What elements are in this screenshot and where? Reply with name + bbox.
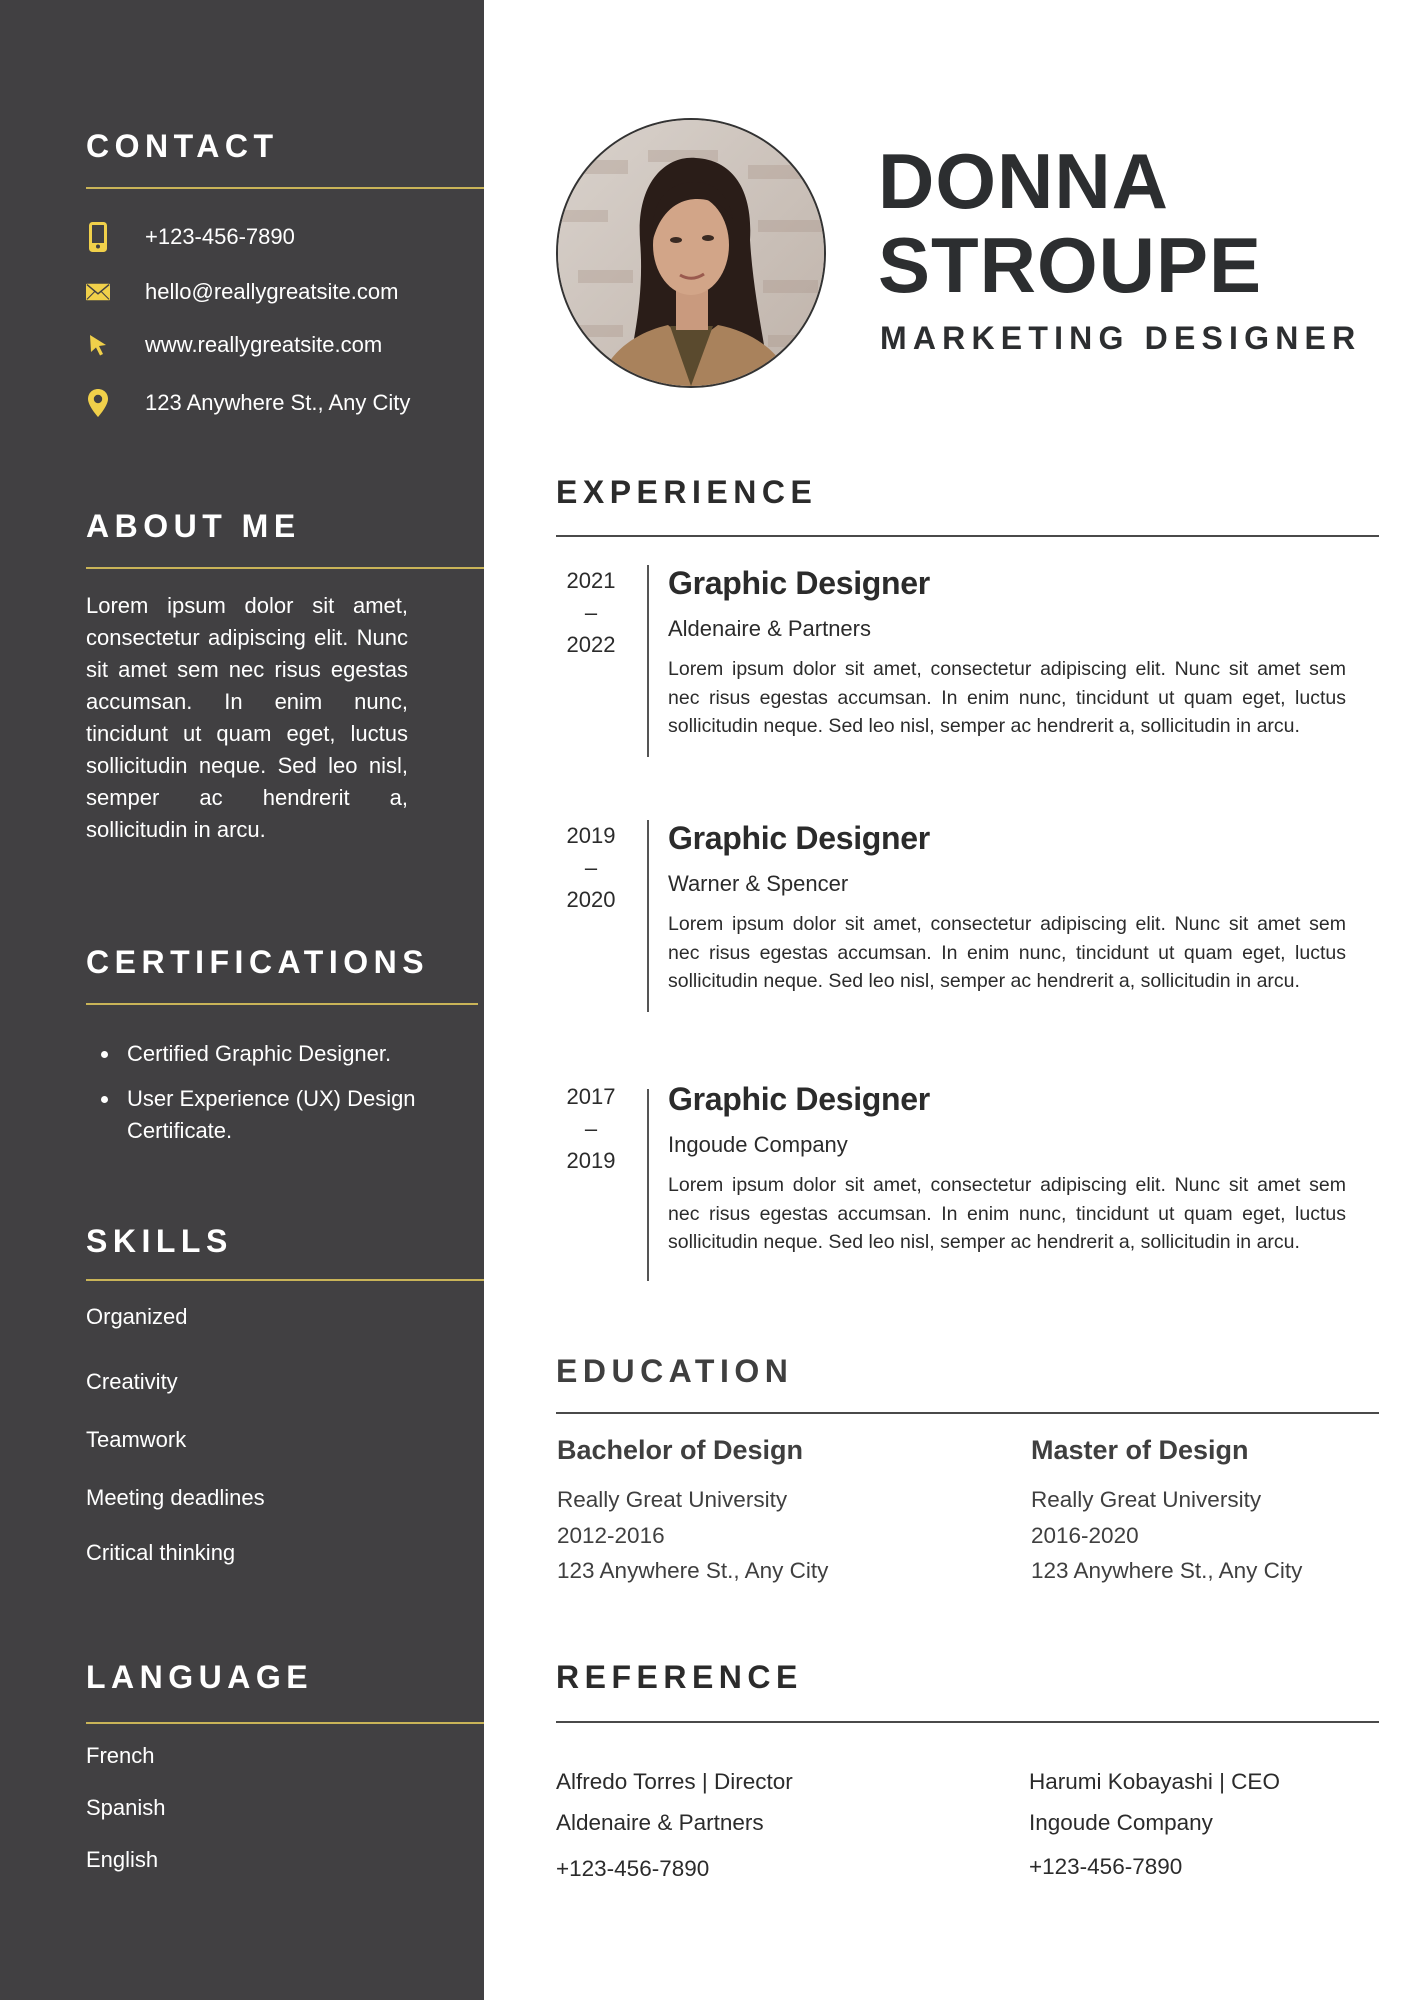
education-heading: EDUCATION (556, 1353, 794, 1389)
language-item: Spanish (86, 1795, 166, 1820)
certification-item: User Experience (UX) Design Certificate. (86, 1083, 466, 1147)
education-school: Really Great University (1031, 1487, 1262, 1512)
contact-divider (86, 187, 484, 189)
education-entry (1031, 1435, 1414, 1583)
experience-company: Ingoude Company (668, 1132, 848, 1157)
end-year: 2020 (566, 887, 616, 912)
about-text: Lorem ipsum dolor sit amet, consectetur adipiscing elit. Nunc sit amet sem nec risus egestas accumsan. In enim nunc, tincidunt ut quam eget, luctus sollicitudin neque. Sed leo nisl, semper ac hendrerit a, sollicitudin in arcu. (86, 593, 408, 842)
education-divider (556, 1412, 1379, 1414)
skills-heading: SKILLS (86, 1223, 233, 1259)
experience-heading: EXPERIENCE (556, 474, 818, 510)
contact-address[interactable] (86, 386, 411, 420)
experience-title: Graphic Designer (668, 565, 930, 601)
skill-item: Organized (86, 1304, 188, 1329)
education-years: 2016-2020 (1031, 1523, 1139, 1548)
start-year: 2017 (566, 1084, 616, 1109)
experience-description: Lorem ipsum dolor sit amet, consectetur adipiscing elit. Nunc sit amet sem nec risus egestas accumsan. In enim nunc, tincidunt ut quam eget, luctus sollicitudin neque. Sed leo nisl, semper ac hendrerit a, sollicitudin in arcu. (668, 658, 1346, 737)
education-address: 123 Anywhere St., Any City (557, 1558, 829, 1583)
date-separator: – (584, 600, 598, 625)
education-address: 123 Anywhere St., Any City (1031, 1558, 1303, 1583)
end-year: 2022 (566, 632, 616, 657)
start-year: 2019 (566, 823, 616, 848)
education-entry (557, 1435, 977, 1583)
envelope-icon (86, 277, 110, 307)
contact-heading: CONTACT (86, 128, 279, 164)
language-item: English (86, 1847, 159, 1872)
skill-item: Creativity (86, 1369, 178, 1394)
experience-company: Aldenaire & Partners (668, 616, 871, 641)
experience-title: Graphic Designer (668, 1081, 930, 1117)
phone-icon (86, 222, 110, 252)
timeline-line (647, 1089, 649, 1281)
contact-phone-text: +123-456-7890 (145, 224, 295, 249)
education-degree: Bachelor of Design (557, 1435, 804, 1465)
reference-phone: +123-456-7890 (556, 1856, 710, 1881)
about-heading: ABOUT ME (86, 508, 301, 544)
start-year: 2021 (566, 568, 616, 593)
reference-name-role: Alfredo Torres | Director (556, 1769, 793, 1794)
last-name: STROUPE (878, 221, 1263, 309)
language-item: French (86, 1743, 155, 1768)
experience-divider (556, 535, 1379, 537)
map-pin-icon (86, 388, 110, 418)
certifications-heading: CERTIFICATIONS (86, 944, 430, 980)
first-name: DONNA (878, 137, 1169, 225)
education-years: 2012-2016 (557, 1523, 665, 1548)
reference-phone: +123-456-7890 (1029, 1854, 1183, 1879)
experience-description: Lorem ipsum dolor sit amet, consectetur adipiscing elit. Nunc sit amet sem nec risus egestas accumsan. In enim nunc, tincidunt ut quam eget, luctus sollicitudin neque. Sed leo nisl, semper ac hendrerit a, sollicitudin in arcu. (668, 1174, 1346, 1253)
reference-company: Aldenaire & Partners (556, 1810, 764, 1835)
certification-item: Certified Graphic Designer. (86, 1038, 466, 1070)
portrait-illustration (558, 120, 824, 386)
language-divider (86, 1722, 484, 1724)
contact-email[interactable] (86, 275, 399, 309)
contact-website[interactable] (86, 328, 383, 362)
timeline-line (647, 565, 649, 757)
certifications-divider (86, 1003, 478, 1005)
reference-divider (556, 1721, 1379, 1723)
profile-photo (556, 118, 826, 388)
education-degree: Master of Design (1031, 1435, 1249, 1465)
contact-email-text: hello@reallygreatsite.com (145, 279, 399, 304)
reference-heading: REFERENCE (556, 1659, 803, 1695)
experience-company: Warner & Spencer (668, 871, 849, 896)
certifications-list (86, 1038, 466, 1160)
skill-item: Teamwork (86, 1427, 187, 1452)
reference-name-role: Harumi Kobayashi | CEO (1029, 1769, 1280, 1794)
timeline-line (647, 820, 649, 1012)
end-year: 2019 (566, 1148, 616, 1173)
date-separator: – (584, 855, 598, 880)
skill-item: Meeting deadlines (86, 1485, 265, 1510)
contact-address-text: 123 Anywhere St., Any City (145, 390, 411, 415)
skill-item: Critical thinking (86, 1540, 236, 1565)
language-heading: LANGUAGE (86, 1659, 314, 1695)
contact-website-text: www.reallygreatsite.com (145, 332, 383, 357)
experience-description: Lorem ipsum dolor sit amet, consectetur adipiscing elit. Nunc sit amet sem nec risus egestas accumsan. In enim nunc, tincidunt ut quam eget, luctus sollicitudin neque. Sed leo nisl, semper ac hendrerit a, sollicitudin in arcu. (668, 913, 1346, 992)
cursor-icon (86, 330, 110, 360)
experience-dates (556, 1081, 626, 1177)
experience-dates (556, 820, 626, 916)
job-title: MARKETING DESIGNER (880, 320, 1362, 356)
about-divider (86, 567, 484, 569)
experience-title: Graphic Designer (668, 820, 930, 856)
reference-company: Ingoude Company (1029, 1810, 1213, 1835)
date-separator: – (584, 1116, 598, 1141)
education-school: Really Great University (557, 1487, 788, 1512)
skills-divider (86, 1279, 484, 1281)
sidebar (0, 0, 484, 2000)
experience-dates (556, 565, 626, 661)
contact-phone[interactable] (86, 220, 295, 254)
